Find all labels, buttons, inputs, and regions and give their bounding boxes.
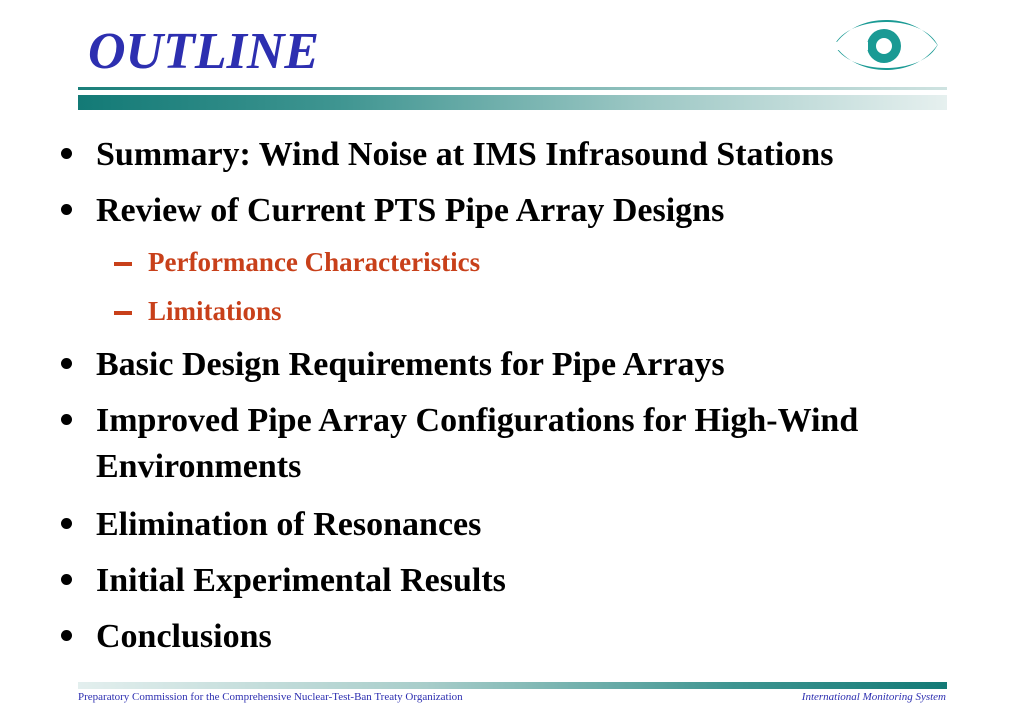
outline-item-label: Review of Current PTS Pipe Array Designs [96, 192, 725, 229]
footer-rule [78, 682, 947, 689]
outline-item-label: Conclusions [96, 618, 272, 655]
bullet-icon [61, 358, 72, 369]
outline-item-summary [96, 132, 976, 178]
outline-item-requirements [96, 342, 976, 388]
outline-item-conclusions [96, 614, 976, 660]
outline-item-label: Improved Pipe Array Configurations for High-Wind Environments [96, 402, 859, 485]
outline-subitem-limitations [148, 293, 848, 329]
outline-item-configurations [96, 398, 896, 490]
outline-item-label: Initial Experimental Results [96, 562, 506, 599]
bullet-icon [61, 148, 72, 159]
bullet-icon [61, 574, 72, 585]
dash-icon [114, 311, 132, 315]
footer-system: International Monitoring System [801, 691, 946, 703]
footer-organization: Preparatory Commission for the Comprehensive Nuclear-Test-Ban Treaty Organization [78, 691, 463, 703]
outline-item-label: Elimination of Resonances [96, 506, 482, 543]
outline-item-review [96, 188, 976, 234]
outline-item-resonances [96, 502, 976, 548]
bullet-icon [61, 518, 72, 529]
outline-subitem-label: Performance Characteristics [148, 247, 481, 277]
dash-icon [114, 262, 132, 266]
bullet-icon [61, 414, 72, 425]
outline-item-label: Basic Design Requirements for Pipe Arrays [96, 346, 725, 383]
outline-subitem-label: Limitations [148, 296, 282, 326]
bullet-icon [61, 630, 72, 641]
outline-item-label: Summary: Wind Noise at IMS Infrasound Stations [96, 136, 834, 173]
slide-title: OUTLINE [88, 23, 320, 80]
bullet-icon [61, 204, 72, 215]
outline-subitem-performance [148, 244, 848, 280]
outline-item-results [96, 558, 976, 604]
